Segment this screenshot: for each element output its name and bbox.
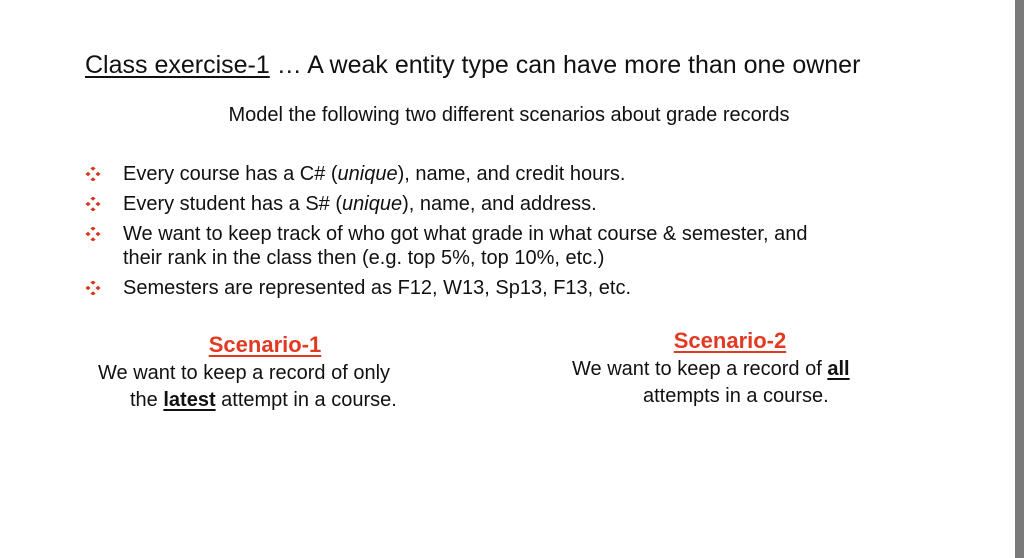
scenario-2-line2: attempts in a course.	[643, 385, 829, 407]
scenario-1-heading: Scenario-1	[208, 332, 322, 357]
scenario-1-line2: the latest attempt in a course.	[130, 389, 397, 411]
diamond-bullet-icon	[85, 276, 123, 300]
scenario-2-heading: Scenario-2	[673, 328, 787, 353]
diamond-bullet-icon	[85, 222, 123, 246]
title-rest: … A weak entity type can have more than one owner	[269, 51, 861, 79]
list-item	[85, 222, 915, 270]
list-item	[85, 276, 915, 300]
diamond-bullet-icon	[85, 162, 123, 186]
title-underlined: Class exercise-1	[85, 51, 270, 79]
bullet-text: We want to keep track of who got what grade in what course & semester, and their rank in the class then (e.g. top 5%, top 10%, etc.)	[123, 223, 808, 269]
list-item	[85, 192, 915, 216]
bullet-text: Semesters are represented as F12, W13, Sp13, F13, etc.	[123, 277, 632, 299]
bullet-text: Every course has a C# (unique), name, and credit hours.	[123, 163, 626, 185]
scenario-2	[560, 326, 900, 410]
scenario-1	[80, 330, 450, 414]
slide-subtitle: Model the following two different scenarios about grade records	[228, 104, 790, 126]
window-edge	[1015, 0, 1024, 558]
slide-title	[85, 50, 860, 80]
scenario-2-line1: We want to keep a record of all	[572, 358, 850, 380]
diamond-bullet-icon	[85, 192, 123, 216]
bullet-text: Every student has a S# (unique), name, and address.	[123, 193, 597, 215]
list-item	[85, 162, 915, 186]
scenario-1-line1: We want to keep a record of only	[98, 362, 391, 384]
bullet-list	[85, 162, 915, 306]
